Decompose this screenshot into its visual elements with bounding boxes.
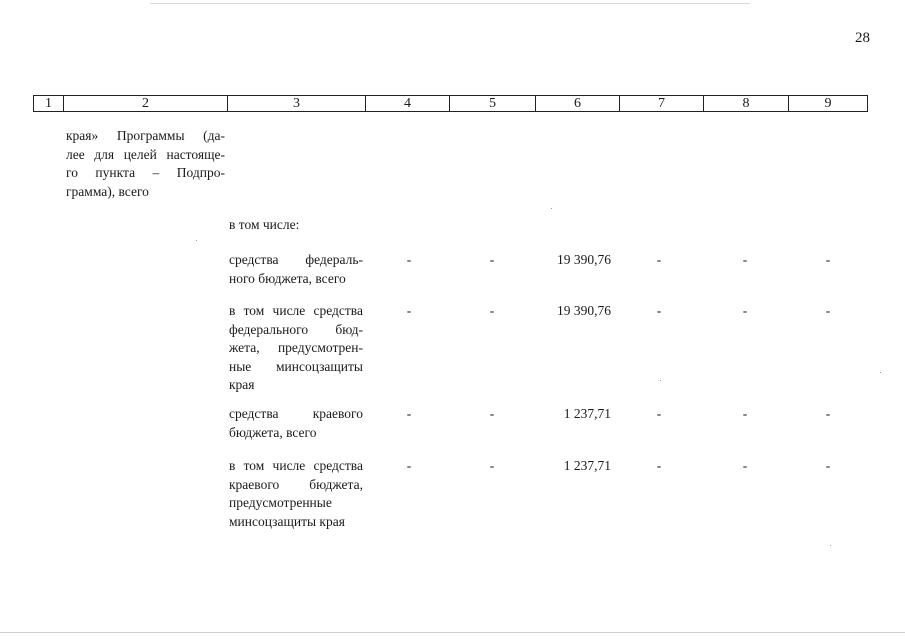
row-1-col-7: - [656, 252, 662, 267]
scan-speck [830, 545, 831, 546]
row-2-col-4: - [406, 303, 412, 318]
row-3-label [229, 405, 363, 442]
row-label-line: бюджета, всего [229, 424, 317, 440]
header-col-1: 1 [34, 96, 64, 111]
row-label-line: краевого бюджета, [229, 476, 363, 492]
row-1-col-6: 19 390,76 [557, 252, 611, 267]
row-2-col-9: - [825, 303, 831, 318]
row-2-col-8: - [742, 303, 748, 318]
scan-edge-bottom [0, 632, 905, 633]
header-col-7: 7 [620, 96, 704, 111]
row-3-col-7: - [656, 406, 662, 421]
row-label-line: края [229, 377, 255, 392]
row-label-line: в том числе средства [229, 303, 363, 318]
row-label-line: жета, предусмотрен- [229, 340, 363, 355]
row-3-col-5: - [489, 406, 495, 421]
header-col-6: 6 [536, 96, 620, 111]
header-col-4: 4 [366, 96, 450, 111]
row-label-line: федерального бюд- [229, 321, 363, 337]
table-header-row [33, 95, 868, 112]
row-4-col-6: 1 237,71 [563, 458, 611, 473]
row-3-col-9: - [825, 406, 831, 421]
row-1-col-9: - [825, 252, 831, 267]
including-label [229, 216, 363, 235]
row-2-col-6: 19 390,76 [557, 303, 611, 318]
row-2-col-5: - [489, 303, 495, 318]
intro-line: лее для целей настояще- [66, 146, 225, 162]
header-col-8: 8 [704, 96, 789, 111]
row-3-col-8: - [742, 406, 748, 421]
including-label-text: в том числе: [229, 217, 300, 232]
row-label-line: ные минсоцзащиты [229, 358, 363, 374]
intro-text [66, 127, 225, 201]
row-4-col-9: - [825, 458, 831, 473]
row-4-col-5: - [489, 458, 495, 473]
intro-line: го пункта – Подпро- [66, 165, 225, 180]
row-1-col-5: - [489, 252, 495, 267]
row-4-col-8: - [742, 458, 748, 473]
row-label-line: средства краевого [229, 406, 363, 421]
row-3-col-6: 1 237,71 [563, 406, 611, 421]
row-2-col-7: - [656, 303, 662, 318]
row-2-label [229, 302, 363, 395]
row-4-col-4: - [406, 458, 412, 473]
row-label-line: ного бюджета, всего [229, 270, 346, 286]
header-col-3: 3 [228, 96, 366, 111]
scan-speck [196, 240, 197, 241]
row-1-col-8: - [742, 252, 748, 267]
scan-speck [660, 380, 661, 381]
header-col-2: 2 [64, 96, 228, 111]
intro-line: края» Программы (да- [66, 128, 225, 143]
row-1-col-4: - [406, 252, 412, 267]
scan-speck [551, 208, 552, 209]
row-label-line: предусмотренные [229, 495, 332, 510]
row-label-line: средства федераль- [229, 252, 363, 267]
row-4-label [229, 457, 363, 531]
row-label-line: минсоцзащиты края [229, 513, 345, 529]
row-label-line: в том числе средства [229, 458, 363, 473]
header-col-9: 9 [824, 96, 832, 111]
page-number: 28 [855, 30, 870, 46]
row-3-col-4: - [406, 406, 412, 421]
row-1-label [229, 251, 363, 288]
intro-line: грамма), всего [66, 183, 149, 199]
scan-edge-top [150, 3, 750, 4]
header-col-5: 5 [450, 96, 536, 111]
scan-speck [880, 372, 881, 373]
row-4-col-7: - [656, 458, 662, 473]
